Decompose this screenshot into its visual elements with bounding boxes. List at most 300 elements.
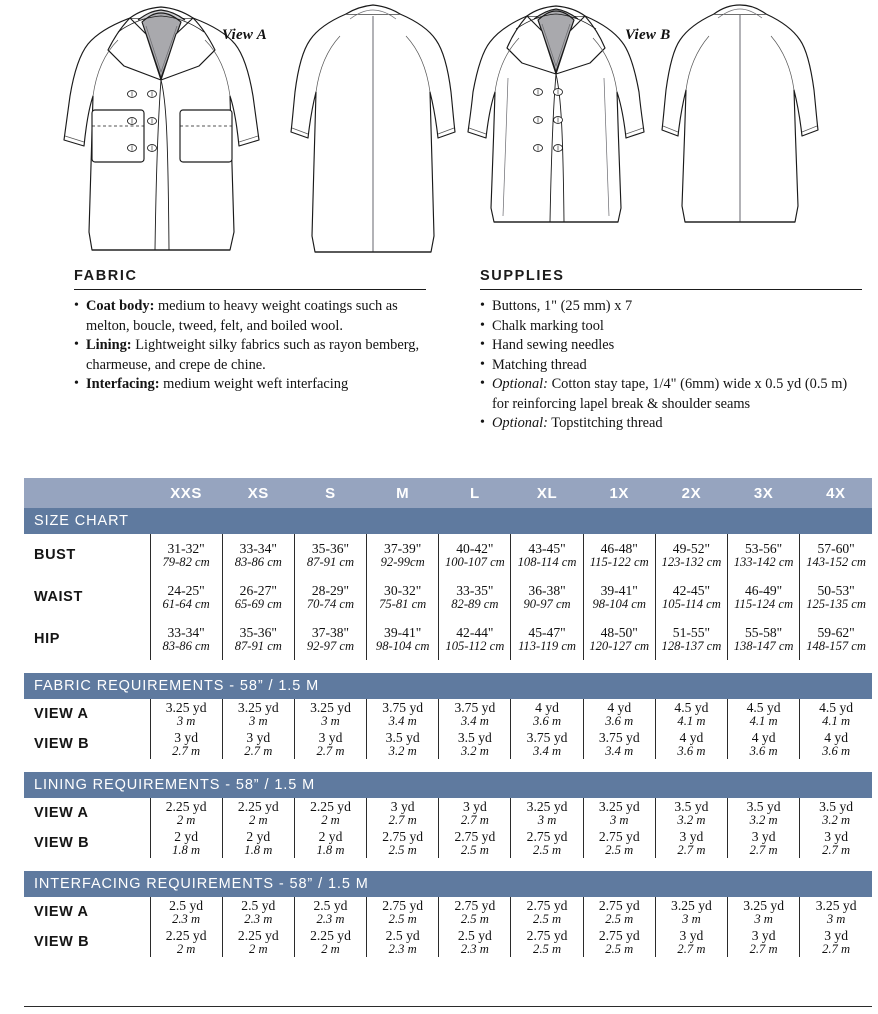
- value-imperial: 3.25 yd: [526, 798, 568, 814]
- data-cell: [294, 618, 366, 660]
- value-imperial: 2 yd: [246, 828, 271, 844]
- data-cell: [222, 729, 294, 759]
- data-cell: [511, 798, 583, 828]
- value-metric: 82-89 cm: [451, 596, 499, 611]
- section-title: SIZE CHART: [24, 508, 872, 534]
- data-cell: [367, 927, 439, 957]
- row-label-view-a: VIEW A: [34, 904, 89, 920]
- value-metric: 2.7 m: [822, 842, 851, 857]
- value-imperial: 3.5 yd: [457, 729, 492, 745]
- table-row: [24, 534, 872, 576]
- info-columns: [0, 268, 878, 458]
- value-metric: 92-99cm: [380, 554, 425, 569]
- value-imperial: 2.25 yd: [237, 798, 279, 814]
- data-cell: [511, 534, 583, 576]
- value-metric: 3.4 m: [460, 713, 489, 728]
- data-cell: [222, 828, 294, 858]
- data-cell: [583, 534, 655, 576]
- value-metric: 2.5 m: [533, 941, 562, 956]
- section-title: FABRIC REQUIREMENTS - 58” / 1.5 M: [24, 673, 872, 699]
- value-imperial: 2.5 yd: [241, 897, 276, 913]
- row-label-bust: BUST: [34, 547, 76, 563]
- data-cell: [511, 729, 583, 759]
- data-cell: [439, 897, 511, 927]
- value-imperial: 2.25 yd: [237, 927, 279, 943]
- data-cell: [511, 699, 583, 729]
- data-cell: [655, 897, 727, 927]
- supplies-list: [480, 297, 862, 434]
- fabric-item: [74, 375, 426, 395]
- value-imperial: 2.25 yd: [310, 798, 351, 814]
- value-imperial: 3.25 yd: [815, 897, 857, 913]
- data-cell: [294, 729, 366, 759]
- value-imperial: 3 yd: [824, 927, 848, 943]
- value-imperial: 36-38": [528, 582, 566, 598]
- value-metric: 3.4 m: [533, 743, 562, 758]
- data-cell: [150, 729, 222, 759]
- value-metric: 3 m: [609, 812, 629, 827]
- value-imperial: 3.25 yd: [743, 897, 784, 913]
- size-header-m: M: [367, 478, 439, 508]
- value-metric: 3 m: [754, 911, 773, 926]
- value-imperial: 2.25 yd: [310, 927, 351, 943]
- size-header-3x: 3X: [728, 478, 800, 508]
- data-cell: [655, 927, 727, 957]
- value-metric: 87-91 cm: [306, 554, 355, 569]
- value-imperial: 46-49": [744, 582, 783, 598]
- value-imperial: 37-38": [311, 624, 350, 640]
- row-label-view-b: VIEW B: [34, 736, 90, 752]
- data-cell: [583, 798, 655, 828]
- value-metric: 3.6 m: [605, 713, 634, 728]
- bottom-divider: [24, 1006, 872, 1007]
- data-cell: [511, 897, 583, 927]
- value-metric: 90-97 cm: [523, 596, 571, 611]
- value-metric: 3.2 m: [460, 743, 489, 758]
- row-label-waist: WAIST: [34, 589, 83, 605]
- supplies-divider: [480, 289, 862, 290]
- row-label-view-a: VIEW A: [34, 805, 89, 821]
- data-cell: [800, 534, 872, 576]
- value-imperial: 57-60": [817, 540, 855, 556]
- value-imperial: 2.5 yd: [457, 927, 492, 943]
- table-row: [24, 729, 872, 759]
- data-cell: [222, 699, 294, 729]
- value-metric: 2 m: [249, 941, 268, 956]
- value-imperial: 4.5 yd: [674, 699, 709, 715]
- supplies-item: [480, 297, 862, 317]
- supplies-item-text: Cotton stay tape, 1/4" (6mm) wide x 0.5 yd (0.5 m) for reinforcing lapel break & shoulder seams: [492, 376, 848, 412]
- fabric-item-label: Coat body:: [86, 298, 155, 314]
- data-cell: [583, 729, 655, 759]
- data-cell: [439, 828, 511, 858]
- fabric-item-label: Lining:: [86, 337, 132, 353]
- data-cell: [655, 729, 727, 759]
- value-metric: 92-97 cm: [306, 638, 355, 653]
- value-imperial: 53-56": [744, 540, 783, 556]
- value-metric: 2.7 m: [677, 842, 706, 857]
- value-imperial: 3.25 yd: [598, 798, 640, 814]
- value-imperial: 4.5 yd: [746, 699, 781, 715]
- value-metric: 61-64 cm: [162, 596, 210, 611]
- data-cell: [222, 618, 294, 660]
- data-cell: [800, 828, 872, 858]
- data-cell: [511, 576, 583, 618]
- supplies-item-text: Topstitching thread: [547, 415, 663, 431]
- value-metric: 4.1 m: [677, 713, 706, 728]
- data-cell: [367, 729, 439, 759]
- value-metric: 2 m: [321, 941, 340, 956]
- value-metric: 3.2 m: [749, 812, 778, 827]
- size-header-xxs: XXS: [150, 478, 222, 508]
- data-cell: [583, 576, 655, 618]
- data-cell: [583, 699, 655, 729]
- value-metric: 4.1 m: [822, 713, 851, 728]
- value-metric: 108-114 cm: [517, 554, 577, 569]
- supplies-item-text: Hand sewing needles: [492, 337, 615, 353]
- value-metric: 2.7 m: [172, 743, 201, 758]
- data-cell: [294, 927, 366, 957]
- data-cell: [728, 729, 800, 759]
- value-imperial: 3.75 yd: [382, 699, 424, 715]
- data-cell: [800, 927, 872, 957]
- value-imperial: 39-41": [600, 582, 638, 598]
- value-imperial: 2.5 yd: [385, 927, 420, 943]
- value-metric: 2.7 m: [244, 743, 273, 758]
- value-imperial: 3.25 yd: [310, 699, 351, 715]
- value-imperial: 37-39": [384, 540, 422, 556]
- fabric-item: [74, 297, 426, 336]
- section-spacer: [24, 858, 872, 871]
- data-cell: [583, 927, 655, 957]
- fabric-section: [74, 268, 426, 395]
- value-metric: 120-127 cm: [589, 638, 650, 653]
- supplies-item-text: Chalk marking tool: [492, 317, 604, 334]
- value-metric: 98-104 cm: [375, 638, 430, 653]
- section-bar-row: [24, 871, 872, 897]
- value-imperial: 2.75 yd: [598, 897, 640, 913]
- value-metric: 2.3 m: [388, 941, 417, 956]
- data-cell: [800, 798, 872, 828]
- section-title: LINING REQUIREMENTS - 58” / 1.5 M: [24, 772, 872, 798]
- value-metric: 115-122 cm: [589, 554, 649, 569]
- value-imperial: 3 yd: [318, 729, 343, 745]
- value-metric: 2.3 m: [172, 911, 201, 926]
- value-metric: 3 m: [249, 713, 268, 728]
- section-bar-row: [24, 508, 872, 534]
- value-metric: 79-82 cm: [162, 554, 210, 569]
- data-cell: [800, 897, 872, 927]
- data-cell: [294, 897, 366, 927]
- fabric-item-text: Lightweight silky fabrics such as rayon bemberg, charmeuse, and crepe de chine.: [86, 337, 420, 373]
- data-cell: [655, 534, 727, 576]
- value-metric: 2 m: [176, 941, 196, 956]
- value-metric: 3 m: [682, 911, 701, 926]
- value-imperial: 3.25 yd: [671, 897, 712, 913]
- value-metric: 2.5 m: [460, 911, 489, 926]
- data-cell: [439, 729, 511, 759]
- size-header-l: L: [439, 478, 511, 508]
- value-imperial: 2.75 yd: [382, 897, 424, 913]
- row-label-view-a: VIEW A: [34, 706, 89, 722]
- data-cell: [728, 576, 800, 618]
- value-imperial: 50-53": [817, 582, 855, 598]
- supplies-item-label: Optional:: [492, 376, 548, 392]
- data-cell: [800, 618, 872, 660]
- data-cell: [367, 534, 439, 576]
- view-a-label: View A: [222, 27, 268, 43]
- value-metric: 100-107 cm: [444, 554, 505, 569]
- data-cell: [583, 618, 655, 660]
- data-cell: [655, 828, 727, 858]
- value-imperial: 30-32": [384, 582, 422, 598]
- value-metric: 2.5 m: [605, 911, 634, 926]
- value-imperial: 3 yd: [824, 828, 848, 844]
- section-spacer: [24, 759, 872, 772]
- view-b-back-illustration: [660, 0, 820, 240]
- value-imperial: 2.75 yd: [454, 828, 496, 844]
- row-label-view-b: VIEW B: [34, 934, 90, 950]
- value-metric: 123-132 cm: [661, 554, 722, 569]
- data-cell: [294, 828, 366, 858]
- value-metric: 3.2 m: [822, 812, 851, 827]
- value-metric: 2.5 m: [605, 842, 634, 857]
- data-cell: [150, 828, 222, 858]
- data-cell: [222, 534, 294, 576]
- data-cell: [150, 699, 222, 729]
- supplies-item: [480, 336, 862, 356]
- value-metric: 1.8 m: [172, 842, 201, 857]
- section-bar-row: [24, 772, 872, 798]
- size-header-s: S: [294, 478, 366, 508]
- value-metric: 3.6 m: [677, 743, 706, 758]
- value-metric: 83-86 cm: [234, 554, 282, 569]
- value-imperial: 2.5 yd: [169, 897, 204, 913]
- size-header-2x: 2X: [655, 478, 727, 508]
- data-cell: [222, 927, 294, 957]
- value-metric: 1.8 m: [244, 842, 273, 857]
- data-cell: [728, 699, 800, 729]
- value-imperial: 2.75 yd: [382, 828, 424, 844]
- data-cell: [294, 576, 366, 618]
- data-cell: [511, 828, 583, 858]
- value-metric: 2.5 m: [533, 842, 562, 857]
- data-cell: [150, 576, 222, 618]
- value-imperial: 2.75 yd: [454, 897, 496, 913]
- value-imperial: 2.75 yd: [526, 927, 568, 943]
- value-imperial: 3.5 yd: [674, 798, 709, 814]
- size-header-1x: 1X: [583, 478, 655, 508]
- size-chart-table-wrapper: [24, 478, 872, 957]
- supplies-item: [480, 317, 862, 337]
- value-imperial: 4 yd: [824, 729, 848, 745]
- value-imperial: 3.5 yd: [385, 729, 420, 745]
- data-cell: [439, 699, 511, 729]
- size-header-4x: 4X: [800, 478, 872, 508]
- value-imperial: 55-58": [744, 624, 783, 640]
- value-imperial: 2.75 yd: [526, 897, 568, 913]
- technical-flats-panel: [0, 0, 878, 268]
- value-metric: 3.6 m: [822, 743, 851, 758]
- table-row: [24, 828, 872, 858]
- value-imperial: 49-52": [672, 540, 711, 556]
- value-metric: 65-69 cm: [234, 596, 282, 611]
- supplies-item-label: Optional:: [492, 415, 548, 431]
- data-cell: [150, 618, 222, 660]
- value-imperial: 2.25 yd: [165, 798, 207, 814]
- value-imperial: 28-29": [311, 582, 350, 598]
- value-imperial: 3.75 yd: [454, 699, 496, 715]
- size-header-blank-cell: [24, 478, 150, 508]
- supplies-item: [480, 375, 862, 414]
- value-metric: 148-157 cm: [806, 638, 866, 653]
- view-b-front-illustration: [466, 0, 646, 240]
- fabric-item-text: medium to heavy weight coatings such as melton, boucle, tweed, felt, and boiled wool.: [86, 298, 398, 334]
- value-metric: 2.5 m: [388, 911, 417, 926]
- row-label-view-b: VIEW B: [34, 835, 90, 851]
- value-imperial: 3 yd: [462, 798, 487, 814]
- value-imperial: 4.5 yd: [819, 699, 854, 715]
- fabric-item-label: Interfacing:: [86, 376, 160, 392]
- data-cell: [367, 699, 439, 729]
- value-metric: 3.4 m: [605, 743, 634, 758]
- value-metric: 75-81 cm: [379, 596, 427, 611]
- value-imperial: 43-45": [528, 540, 566, 556]
- data-cell: [294, 534, 366, 576]
- data-cell: [800, 576, 872, 618]
- value-imperial: 59-62": [817, 624, 855, 640]
- size-chart-table: [24, 478, 872, 957]
- value-imperial: 3 yd: [751, 927, 776, 943]
- value-imperial: 45-47": [528, 624, 566, 640]
- table-row: [24, 576, 872, 618]
- section-bar-row: [24, 673, 872, 699]
- value-imperial: 3 yd: [679, 927, 704, 943]
- value-metric: 1.8 m: [316, 842, 345, 857]
- value-metric: 2.7 m: [822, 941, 851, 956]
- value-imperial: 51-55": [672, 624, 711, 640]
- value-imperial: 3.5 yd: [819, 798, 854, 814]
- value-metric: 2.3 m: [244, 911, 273, 926]
- value-metric: 98-104 cm: [592, 596, 646, 611]
- value-metric: 2.5 m: [388, 842, 417, 857]
- value-imperial: 42-45": [672, 582, 711, 598]
- value-metric: 2.3 m: [460, 941, 489, 956]
- size-header-row: [24, 478, 872, 508]
- value-metric: 2.3 m: [316, 911, 345, 926]
- supplies-item: [480, 414, 862, 434]
- value-metric: 2.5 m: [460, 842, 489, 857]
- table-row: [24, 897, 872, 927]
- value-metric: 105-114 cm: [661, 596, 721, 611]
- value-imperial: 33-34": [167, 624, 205, 640]
- value-metric: 128-137 cm: [661, 638, 722, 653]
- value-imperial: 26-27": [239, 582, 277, 598]
- data-cell: [367, 798, 439, 828]
- row-label-hip: HIP: [34, 631, 60, 647]
- value-imperial: 3.75 yd: [598, 729, 640, 745]
- data-cell: [367, 828, 439, 858]
- data-cell: [150, 534, 222, 576]
- data-cell: [655, 699, 727, 729]
- value-imperial: 3.75 yd: [526, 729, 568, 745]
- value-metric: 2 m: [249, 812, 268, 827]
- value-metric: 2.7 m: [460, 812, 489, 827]
- value-metric: 2 m: [321, 812, 340, 827]
- data-cell: [511, 927, 583, 957]
- supplies-item: [480, 356, 862, 376]
- data-cell: [800, 699, 872, 729]
- value-imperial: 3.25 yd: [237, 699, 279, 715]
- fabric-divider: [74, 289, 426, 290]
- value-metric: 3.2 m: [388, 743, 417, 758]
- data-cell: [728, 534, 800, 576]
- value-imperial: 46-48": [600, 540, 638, 556]
- supplies-section: [480, 268, 862, 434]
- data-cell: [583, 897, 655, 927]
- supplies-heading: SUPPLIES: [480, 268, 565, 284]
- value-imperial: 35-36": [311, 540, 350, 556]
- value-metric: 3 m: [826, 911, 846, 926]
- value-imperial: 24-25": [167, 582, 205, 598]
- data-cell: [294, 798, 366, 828]
- data-cell: [655, 576, 727, 618]
- table-row: [24, 798, 872, 828]
- value-imperial: 2 yd: [318, 828, 343, 844]
- fabric-list: [74, 297, 426, 395]
- data-cell: [655, 618, 727, 660]
- value-metric: 2.7 m: [388, 812, 417, 827]
- data-cell: [728, 798, 800, 828]
- data-cell: [367, 576, 439, 618]
- value-metric: 105-112 cm: [445, 638, 505, 653]
- value-imperial: 40-42": [456, 540, 494, 556]
- data-cell: [367, 897, 439, 927]
- value-imperial: 2.75 yd: [526, 828, 568, 844]
- section-spacer: [24, 660, 872, 673]
- value-imperial: 35-36": [239, 624, 277, 640]
- value-imperial: 4 yd: [751, 729, 776, 745]
- view-a-back-illustration: [288, 0, 458, 262]
- value-imperial: 39-41": [384, 624, 422, 640]
- data-cell: [655, 798, 727, 828]
- value-imperial: 3.25 yd: [165, 699, 207, 715]
- value-metric: 2.5 m: [533, 911, 562, 926]
- data-cell: [222, 576, 294, 618]
- value-metric: 2.7 m: [749, 842, 778, 857]
- value-metric: 70-74 cm: [306, 596, 355, 611]
- size-header-xl: XL: [511, 478, 583, 508]
- value-metric: 2.7 m: [749, 941, 778, 956]
- fabric-item: [74, 336, 426, 375]
- value-imperial: 3 yd: [751, 828, 776, 844]
- value-metric: 2 m: [176, 812, 196, 827]
- size-header-row-group: [24, 478, 872, 508]
- table-row: [24, 699, 872, 729]
- value-metric: 2.5 m: [605, 941, 634, 956]
- value-imperial: 33-34": [239, 540, 277, 556]
- value-metric: 3 m: [176, 713, 196, 728]
- data-cell: [367, 618, 439, 660]
- value-imperial: 2.75 yd: [598, 927, 640, 943]
- value-metric: 2.7 m: [677, 941, 706, 956]
- value-imperial: 2.75 yd: [598, 828, 640, 844]
- supplies-item-text: Matching thread: [492, 356, 587, 373]
- view-b-label: View B: [625, 27, 671, 43]
- value-imperial: 31-32": [167, 540, 205, 556]
- data-cell: [439, 576, 511, 618]
- value-metric: 143-152 cm: [806, 554, 866, 569]
